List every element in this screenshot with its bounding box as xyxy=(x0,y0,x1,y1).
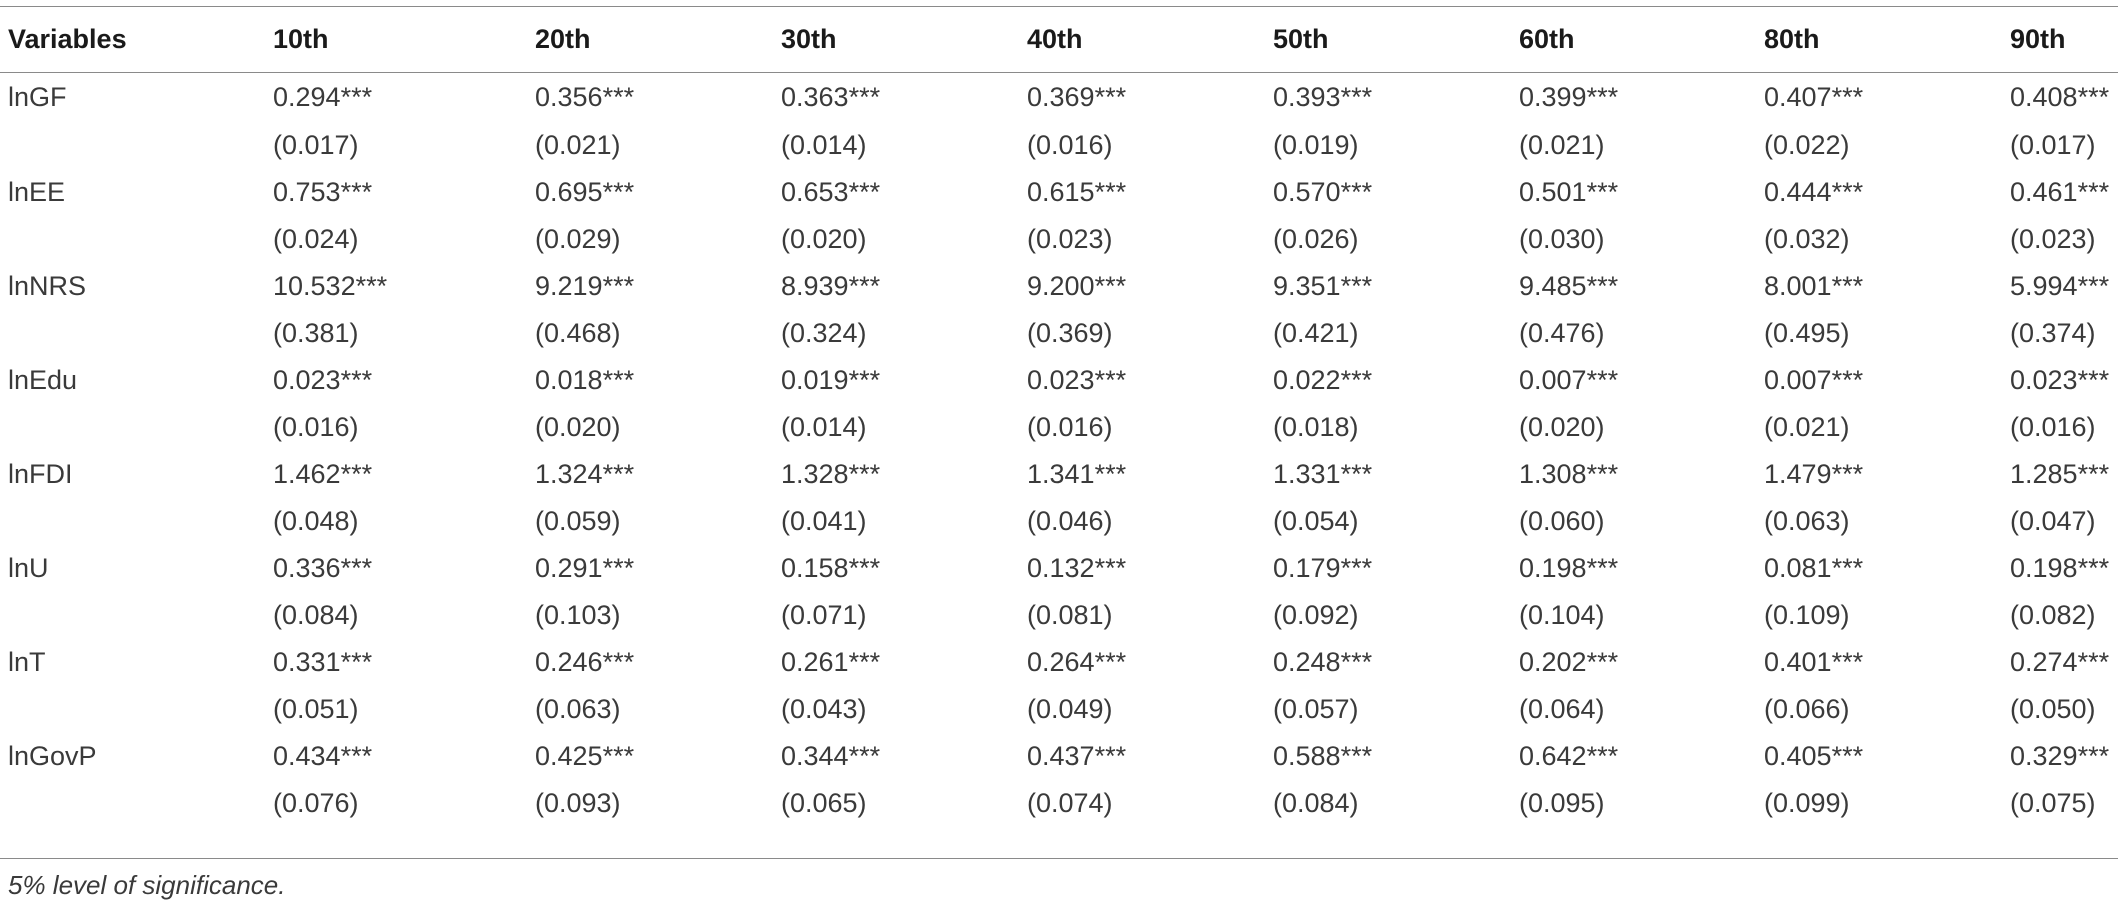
coefficient-cell: 0.653*** xyxy=(781,177,881,207)
table-body xyxy=(0,72,2118,827)
coefficient-cell: 0.294*** xyxy=(273,81,373,112)
column-header: 90th xyxy=(2010,23,2066,54)
empty-cell xyxy=(0,498,273,545)
standard-error-cell: (0.064) xyxy=(1519,694,1605,724)
coefficient-cell: 0.023*** xyxy=(2010,365,2110,395)
standard-error-cell: (0.026) xyxy=(1273,224,1359,254)
standard-error-cell: (0.020) xyxy=(781,224,867,254)
standard-error-cell: (0.084) xyxy=(273,600,359,630)
coefficient-cell: 0.264*** xyxy=(1027,647,1127,677)
coefficient-cell: 0.437*** xyxy=(1027,741,1127,771)
coefficient-cell: 9.200*** xyxy=(1027,271,1127,301)
coefficient-cell: 0.356*** xyxy=(535,81,635,112)
column-header: 20th xyxy=(535,23,591,54)
coefficient-cell: 0.261*** xyxy=(781,647,881,677)
standard-error-cell: (0.076) xyxy=(273,788,359,818)
coefficient-cell: 1.285*** xyxy=(2010,459,2110,489)
variable-name: lnNRS xyxy=(8,271,87,301)
standard-error-cell: (0.104) xyxy=(1519,600,1605,630)
standard-error-cell: (0.049) xyxy=(1027,694,1113,724)
coefficient-row xyxy=(0,169,2118,216)
coefficient-cell: 0.023*** xyxy=(273,365,373,395)
variable-name: lnGF xyxy=(8,81,67,112)
standard-error-row xyxy=(0,310,2118,357)
column-header: 60th xyxy=(1519,23,1575,54)
standard-error-cell: (0.103) xyxy=(535,600,621,630)
coefficient-cell: 5.994*** xyxy=(2010,271,2110,301)
standard-error-cell: (0.030) xyxy=(1519,224,1605,254)
coefficient-cell: 0.695*** xyxy=(535,177,635,207)
empty-cell xyxy=(0,592,273,639)
coefficient-row xyxy=(0,545,2118,592)
coefficient-cell: 0.408*** xyxy=(2010,81,2110,112)
coefficient-cell: 0.753*** xyxy=(273,177,373,207)
coefficient-cell: 1.331*** xyxy=(1273,459,1373,489)
header-row xyxy=(0,6,2118,72)
standard-error-cell: (0.066) xyxy=(1764,694,1850,724)
coefficient-cell: 0.158*** xyxy=(781,553,881,583)
standard-error-row xyxy=(0,498,2118,545)
standard-error-cell: (0.024) xyxy=(273,224,359,254)
coefficient-cell: 0.405*** xyxy=(1764,741,1864,771)
standard-error-cell: (0.022) xyxy=(1764,130,1850,160)
coefficient-cell: 0.501*** xyxy=(1519,177,1619,207)
standard-error-cell: (0.065) xyxy=(781,788,867,818)
coefficient-cell: 0.444*** xyxy=(1764,177,1864,207)
coefficient-cell: 0.344*** xyxy=(781,741,881,771)
variable-name: lnU xyxy=(8,553,49,583)
empty-cell xyxy=(0,122,273,169)
standard-error-cell: (0.020) xyxy=(535,412,621,442)
standard-error-cell: (0.020) xyxy=(1519,412,1605,442)
coefficient-row xyxy=(0,263,2118,310)
standard-error-cell: (0.054) xyxy=(1273,506,1359,536)
standard-error-cell: (0.081) xyxy=(1027,600,1113,630)
coefficient-cell: 0.363*** xyxy=(781,81,881,112)
standard-error-cell: (0.059) xyxy=(535,506,621,536)
coefficient-cell: 8.001*** xyxy=(1764,271,1864,301)
coefficient-cell: 0.331*** xyxy=(273,647,373,677)
coefficient-cell: 10.532*** xyxy=(273,271,388,301)
standard-error-cell: (0.092) xyxy=(1273,600,1359,630)
standard-error-cell: (0.021) xyxy=(1764,412,1850,442)
standard-error-cell: (0.018) xyxy=(1273,412,1359,442)
coefficient-cell: 0.369*** xyxy=(1027,81,1127,112)
coefficient-cell: 0.434*** xyxy=(273,741,373,771)
coefficient-cell: 0.023*** xyxy=(1027,365,1127,395)
coefficient-cell: 0.018*** xyxy=(535,365,635,395)
coefficient-cell: 0.202*** xyxy=(1519,647,1619,677)
empty-cell xyxy=(0,404,273,451)
standard-error-cell: (0.047) xyxy=(2010,506,2096,536)
standard-error-cell: (0.017) xyxy=(2010,130,2096,160)
standard-error-cell: (0.048) xyxy=(273,506,359,536)
coefficient-cell: 8.939*** xyxy=(781,271,881,301)
standard-error-cell: (0.099) xyxy=(1764,788,1850,818)
coefficient-cell: 0.007*** xyxy=(1519,365,1619,395)
coefficient-row xyxy=(0,451,2118,498)
standard-error-row xyxy=(0,780,2118,827)
coefficient-cell: 0.022*** xyxy=(1273,365,1373,395)
coefficient-cell: 0.007*** xyxy=(1764,365,1864,395)
standard-error-cell: (0.093) xyxy=(535,788,621,818)
empty-cell xyxy=(0,686,273,733)
standard-error-cell: (0.075) xyxy=(2010,788,2096,818)
variable-name: lnEdu xyxy=(8,365,78,395)
coefficient-cell: 1.324*** xyxy=(535,459,635,489)
column-header: 10th xyxy=(273,23,329,54)
standard-error-cell: (0.016) xyxy=(1027,130,1113,160)
coefficient-cell: 0.179*** xyxy=(1273,553,1373,583)
standard-error-cell: (0.369) xyxy=(1027,318,1113,348)
coefficient-cell: 0.425*** xyxy=(535,741,635,771)
coefficient-row xyxy=(0,357,2118,404)
standard-error-cell: (0.016) xyxy=(1027,412,1113,442)
coefficient-cell: 9.485*** xyxy=(1519,271,1619,301)
standard-error-cell: (0.051) xyxy=(273,694,359,724)
column-header: 50th xyxy=(1273,23,1329,54)
table-bottom-rule xyxy=(0,858,2118,859)
standard-error-cell: (0.084) xyxy=(1273,788,1359,818)
standard-error-cell: (0.063) xyxy=(535,694,621,724)
variable-name: lnT xyxy=(8,647,46,677)
standard-error-cell: (0.021) xyxy=(535,130,621,160)
coefficient-cell: 0.615*** xyxy=(1027,177,1127,207)
standard-error-cell: (0.023) xyxy=(2010,224,2096,254)
standard-error-cell: (0.476) xyxy=(1519,318,1605,348)
standard-error-cell: (0.071) xyxy=(781,600,867,630)
standard-error-row xyxy=(0,592,2118,639)
standard-error-cell: (0.057) xyxy=(1273,694,1359,724)
coefficient-cell: 0.393*** xyxy=(1273,81,1373,112)
regression-results-table xyxy=(0,6,2118,827)
standard-error-cell: (0.021) xyxy=(1519,130,1605,160)
standard-error-row xyxy=(0,404,2118,451)
standard-error-cell: (0.016) xyxy=(2010,412,2096,442)
coefficient-cell: 0.248*** xyxy=(1273,647,1373,677)
standard-error-cell: (0.014) xyxy=(781,130,867,160)
coefficient-cell: 0.198*** xyxy=(2010,553,2110,583)
standard-error-cell: (0.017) xyxy=(273,130,359,160)
standard-error-cell: (0.095) xyxy=(1519,788,1605,818)
standard-error-cell: (0.029) xyxy=(535,224,621,254)
coefficient-cell: 0.019*** xyxy=(781,365,881,395)
standard-error-cell: (0.421) xyxy=(1273,318,1359,348)
standard-error-cell: (0.014) xyxy=(781,412,867,442)
coefficient-cell: 0.407*** xyxy=(1764,81,1864,112)
variable-name: lnEE xyxy=(8,177,66,207)
coefficient-cell: 9.219*** xyxy=(535,271,635,301)
coefficient-cell: 0.291*** xyxy=(535,553,635,583)
variable-name: lnFDI xyxy=(8,459,73,489)
column-header: Variables xyxy=(8,23,127,54)
coefficient-row xyxy=(0,72,2118,122)
column-header: 40th xyxy=(1027,23,1083,54)
standard-error-row xyxy=(0,122,2118,169)
coefficient-cell: 0.329*** xyxy=(2010,741,2110,771)
standard-error-cell: (0.109) xyxy=(1764,600,1850,630)
standard-error-cell: (0.468) xyxy=(535,318,621,348)
coefficient-cell: 0.588*** xyxy=(1273,741,1373,771)
coefficient-cell: 1.328*** xyxy=(781,459,881,489)
coefficient-cell: 0.274*** xyxy=(2010,647,2110,677)
standard-error-cell: (0.032) xyxy=(1764,224,1850,254)
standard-error-cell: (0.046) xyxy=(1027,506,1113,536)
standard-error-cell: (0.063) xyxy=(1764,506,1850,536)
standard-error-cell: (0.060) xyxy=(1519,506,1605,536)
empty-cell xyxy=(0,310,273,357)
coefficient-cell: 1.479*** xyxy=(1764,459,1864,489)
coefficient-cell: 1.341*** xyxy=(1027,459,1127,489)
standard-error-cell: (0.374) xyxy=(2010,318,2096,348)
coefficient-cell: 1.308*** xyxy=(1519,459,1619,489)
coefficient-cell: 0.570*** xyxy=(1273,177,1373,207)
coefficient-cell: 0.198*** xyxy=(1519,553,1619,583)
coefficient-cell: 9.351*** xyxy=(1273,271,1373,301)
standard-error-row xyxy=(0,686,2118,733)
coefficient-row xyxy=(0,639,2118,686)
column-header: 30th xyxy=(781,23,837,54)
coefficient-cell: 1.462*** xyxy=(273,459,373,489)
standard-error-cell: (0.074) xyxy=(1027,788,1113,818)
standard-error-cell: (0.019) xyxy=(1273,130,1359,160)
empty-cell xyxy=(0,780,273,827)
coefficient-cell: 0.336*** xyxy=(273,553,373,583)
coefficient-row xyxy=(0,733,2118,780)
empty-cell xyxy=(0,216,273,263)
coefficient-cell: 0.132*** xyxy=(1027,553,1127,583)
standard-error-cell: (0.324) xyxy=(781,318,867,348)
coefficient-cell: 0.401*** xyxy=(1764,647,1864,677)
standard-error-cell: (0.041) xyxy=(781,506,867,536)
standard-error-cell: (0.016) xyxy=(273,412,359,442)
standard-error-cell: (0.043) xyxy=(781,694,867,724)
table-footnote: 5% level of significance. xyxy=(8,870,286,900)
coefficient-cell: 0.246*** xyxy=(535,647,635,677)
standard-error-cell: (0.023) xyxy=(1027,224,1113,254)
standard-error-cell: (0.082) xyxy=(2010,600,2096,630)
coefficient-cell: 0.081*** xyxy=(1764,553,1864,583)
variable-name: lnGovP xyxy=(8,741,97,771)
coefficient-cell: 0.461*** xyxy=(2010,177,2110,207)
standard-error-row xyxy=(0,216,2118,263)
coefficient-cell: 0.399*** xyxy=(1519,81,1619,112)
standard-error-cell: (0.050) xyxy=(2010,694,2096,724)
column-header: 80th xyxy=(1764,23,1820,54)
standard-error-cell: (0.381) xyxy=(273,318,359,348)
standard-error-cell: (0.495) xyxy=(1764,318,1850,348)
coefficient-cell: 0.642*** xyxy=(1519,741,1619,771)
